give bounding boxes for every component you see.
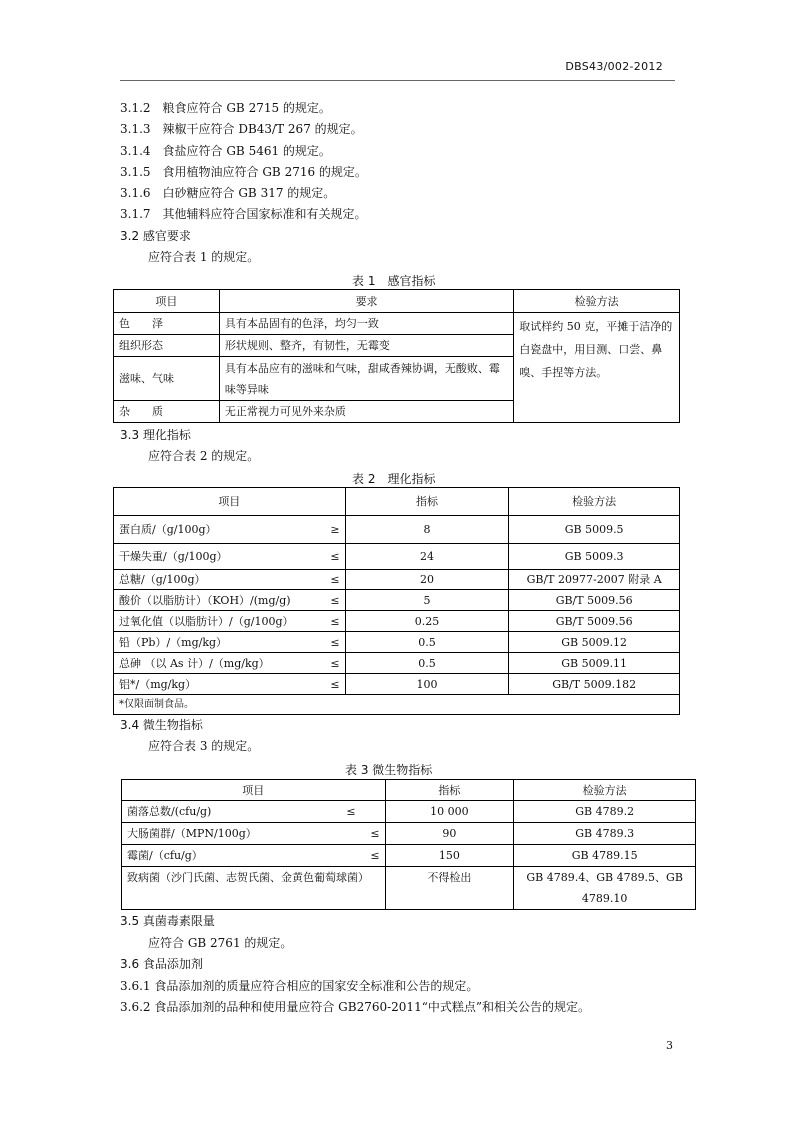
mycotoxin-text: 应符合 GB 2761 的规定。 xyxy=(148,936,293,950)
clause-3-1-3: 3.1.3 辣椒干应符合 DB43/T 267 的规定。 xyxy=(120,122,363,136)
table-3-header-value: 指标 xyxy=(385,780,514,801)
value: 24 xyxy=(345,544,509,570)
micro-intro: 应符合表 3 的规定。 xyxy=(148,739,260,753)
table-1-header-item: 项目 xyxy=(114,290,220,313)
value: 20 xyxy=(345,570,509,590)
value: 150 xyxy=(385,845,514,867)
item-name: 总砷 （以 As 计）/（mg/kg） xyxy=(119,656,270,670)
operator: ≤ xyxy=(330,677,340,691)
table-row xyxy=(122,823,386,845)
method: GB/T 5009.56 xyxy=(509,611,680,632)
method: GB 4789.15 xyxy=(514,845,696,867)
value: 不得检出 xyxy=(385,867,514,910)
clause-3-6-1: 3.6.1 食品添加剂的质量应符合相应的国家安全标准和公告的规定。 xyxy=(120,979,479,993)
table-row-item: 滋味、气味 xyxy=(114,357,220,401)
operator: ≤ xyxy=(370,849,380,862)
value: 5 xyxy=(345,590,509,611)
value: 8 xyxy=(345,516,509,544)
section-heading-sensory: 3.2 感官要求 xyxy=(120,229,191,243)
table-row xyxy=(122,801,386,823)
item-name: 过氧化值（以脂肪计）/（g/100g） xyxy=(119,614,294,628)
method: GB 4789.4、GB 4789.5、GB 4789.10 xyxy=(514,867,696,910)
table-row-item: 色 泽 xyxy=(114,313,220,335)
table-row xyxy=(122,845,386,867)
physchem-intro: 应符合表 2 的规定。 xyxy=(148,449,260,463)
operator: ≤ xyxy=(330,593,340,607)
table-2-header-value: 指标 xyxy=(345,488,509,516)
table-row xyxy=(122,867,386,910)
table-row-requirement: 无正常视力可见外来杂质 xyxy=(219,401,513,423)
clause-3-1-2: 3.1.2 粮食应符合 GB 2715 的规定。 xyxy=(120,101,331,115)
method: GB 5009.12 xyxy=(509,632,680,653)
value: 0.5 xyxy=(345,632,509,653)
operator: ≤ xyxy=(330,614,340,628)
document-code: DBS43/002-2012 xyxy=(565,60,663,73)
table-sensory xyxy=(113,289,680,423)
table-1-header-requirement: 要求 xyxy=(219,290,513,313)
operator: ≤ xyxy=(346,805,356,818)
item-name: 霉菌/（cfu/g） xyxy=(127,849,203,862)
table-row xyxy=(114,516,346,544)
method: GB/T 20977-2007 附录 A xyxy=(509,570,680,590)
clause-3-1-6: 3.1.6 白砂糖应符合 GB 317 的规定。 xyxy=(120,186,336,200)
table-row-requirement: 形状规则、整齐，有韧性，无霉变 xyxy=(219,335,513,357)
item-name: 菌落总数/(cfu/g) xyxy=(127,805,212,818)
table-row-item: 杂 质 xyxy=(114,401,220,423)
table-micro xyxy=(121,779,696,910)
table-row-requirement: 具有本品固有的色泽，均匀一致 xyxy=(219,313,513,335)
item-name: 蛋白质/（g/100g） xyxy=(119,523,217,536)
header-rule xyxy=(120,80,675,81)
table-1-method: 取试样约 50 克，平摊于洁净的白瓷盘中，用目测、口尝、鼻嗅、手捏等方法。 xyxy=(514,313,680,423)
operator: ≤ xyxy=(330,550,340,563)
section-heading-additives: 3.6 食品添加剂 xyxy=(120,957,203,971)
table-row xyxy=(114,653,346,674)
page-number: 3 xyxy=(666,1039,673,1052)
item-name: 大肠菌群/（MPN/100g） xyxy=(127,827,257,840)
method: GB 4789.3 xyxy=(514,823,696,845)
value: 90 xyxy=(385,823,514,845)
sensory-intro: 应符合表 1 的规定。 xyxy=(148,250,260,264)
method: GB 4789.2 xyxy=(514,801,696,823)
method: GB 5009.5 xyxy=(509,516,680,544)
value: 0.5 xyxy=(345,653,509,674)
operator: ≥ xyxy=(330,523,340,536)
clause-3-1-4: 3.1.4 食盐应符合 GB 5461 的规定。 xyxy=(120,144,331,158)
clause-3-1-7: 3.1.7 其他辅料应符合国家标准和有关规定。 xyxy=(120,207,367,221)
table-2-caption: 表 2 理化指标 xyxy=(352,472,436,486)
table-2-note: *仅限面制食品。 xyxy=(114,695,680,715)
table-row xyxy=(114,611,346,632)
table-3-header-method: 检验方法 xyxy=(514,780,696,801)
clause-3-1-5: 3.1.5 食用植物油应符合 GB 2716 的规定。 xyxy=(120,165,367,179)
item-name: 致病菌（沙门氏菌、志贺氏菌、金黄色葡萄球菌） xyxy=(127,871,369,884)
item-name: 干燥失重/（g/100g） xyxy=(119,550,228,563)
section-heading-micro: 3.4 微生物指标 xyxy=(120,718,203,732)
operator: ≤ xyxy=(330,656,340,670)
table-row xyxy=(114,570,346,590)
table-1-caption: 表 1 感官指标 xyxy=(352,274,436,288)
operator: ≤ xyxy=(330,635,340,649)
item-name: 总糖/（g/100g） xyxy=(119,573,206,586)
method: GB/T 5009.56 xyxy=(509,590,680,611)
operator: ≤ xyxy=(370,827,380,840)
method: GB/T 5009.182 xyxy=(509,674,680,695)
value: 10 000 xyxy=(385,801,514,823)
table-2-header-method: 检验方法 xyxy=(509,488,680,516)
table-row xyxy=(114,632,346,653)
table-row xyxy=(114,544,346,570)
table-row xyxy=(114,674,346,695)
table-3-header-item: 项目 xyxy=(122,780,386,801)
section-heading-mycotoxin: 3.5 真菌毒素限量 xyxy=(120,914,215,928)
table-3-caption: 表 3 微生物指标 xyxy=(345,763,433,777)
method: GB 5009.11 xyxy=(509,653,680,674)
clause-3-6-2: 3.6.2 食品添加剂的品种和使用量应符合 GB2760-2011“中式糕点”和相关公告的规定。 xyxy=(120,1000,590,1014)
item-name: 铅（Pb）/（mg/kg） xyxy=(119,635,228,649)
item-name: 酸价（以脂肪计）（KOH）/(mg/g) xyxy=(119,593,291,607)
table-physchem xyxy=(113,487,680,715)
table-row-item: 组织形态 xyxy=(114,335,220,357)
table-row-requirement: 具有本品应有的滋味和气味，甜咸香辣协调，无酸败、霉味等异味 xyxy=(219,357,513,401)
table-row xyxy=(114,590,346,611)
operator: ≤ xyxy=(330,573,340,586)
table-2-header-item: 项目 xyxy=(114,488,346,516)
table-1-header-method: 检验方法 xyxy=(514,290,680,313)
method: GB 5009.3 xyxy=(509,544,680,570)
item-name: 铝*/（mg/kg） xyxy=(119,677,197,691)
value: 0.25 xyxy=(345,611,509,632)
value: 100 xyxy=(345,674,509,695)
section-heading-physchem: 3.3 理化指标 xyxy=(120,428,191,442)
